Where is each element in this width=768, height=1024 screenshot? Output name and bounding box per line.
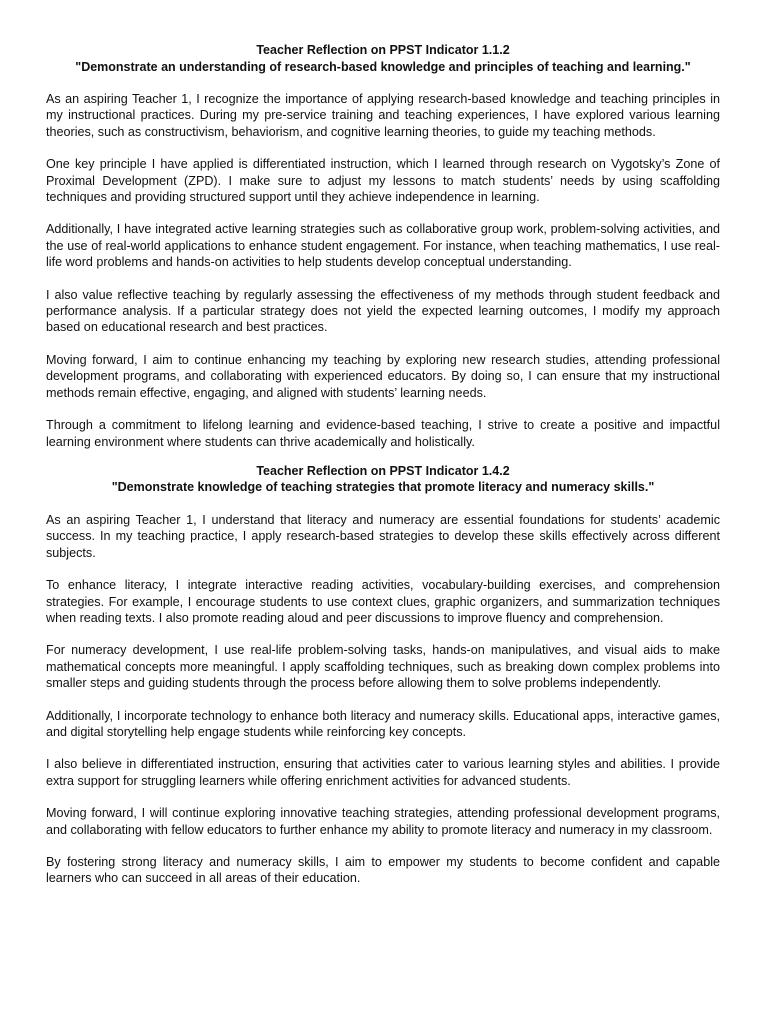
reflection-title: Teacher Reflection on PPST Indicator 1.4.2 (256, 463, 510, 478)
paragraph: For numeracy development, I use real-life problem-solving tasks, hands-on manipulatives, and visual aids to make mathematical concepts more meaningful. I apply scaffolding techniques, such as breaking down complex problems into smaller steps and guiding students through the process before allowing them to solve problems independently. (46, 643, 720, 691)
reflection-section-1 (46, 42, 720, 450)
paragraph: By fostering strong literacy and numeracy skills, I aim to empower my students to become confident and capable learners who can succeed in all areas of their education. (46, 855, 720, 886)
paragraph: Moving forward, I will continue exploring innovative teaching strategies, attending professional development programs, and collaborating with fellow educators to further enhance my ability to promote literacy and numeracy in my classroom. (46, 806, 720, 837)
paragraph: As an aspiring Teacher 1, I understand that literacy and numeracy are essential foundations for students’ academic success. In my teaching practice, I apply research-based strategies to develop these skills effectively across different subjects. (46, 512, 720, 560)
paragraph: Additionally, I incorporate technology to enhance both literacy and numeracy skills. Educational apps, interactive games, and digital storytelling help engage students while reinforcing key concepts. (46, 708, 720, 739)
reflection-section-2 (46, 463, 720, 887)
paragraph: As an aspiring Teacher 1, I recognize the importance of applying research-based knowledge and teaching principles in my instructional practices. During my pre-service training and teaching experiences, I have explored various learning theories, such as constructivism, behaviorism, and cognitive learning theories, to guide my teaching methods. (46, 92, 720, 139)
paragraph: One key principle I have applied is differentiated instruction, which I learned through research on Vygotsky’s Zone of Proximal Development (ZPD). I make sure to adjust my lessons to match students’ needs by using scaffolding techniques and providing structured support until they achieve independence in learning. (46, 157, 720, 205)
paragraph: Moving forward, I aim to continue enhancing my teaching by exploring new research studies, attending professional development programs, and collaborating with experienced educators. By doing so, I can ensure that my instructional methods remain effective, engaging, and aligned with students’ learning needs. (46, 352, 720, 400)
document-page (46, 42, 720, 903)
indicator-statement: "Demonstrate an understanding of research-based knowledge and principles of teaching and learning." (75, 59, 691, 74)
indicator-statement: "Demonstrate knowledge of teaching strategies that promote literacy and numeracy skills." (111, 480, 655, 495)
reflection-title: Teacher Reflection on PPST Indicator 1.1.2 (256, 43, 510, 57)
paragraph: Through a commitment to lifelong learning and evidence-based teaching, I strive to create a positive and impactful learning environment where students can thrive academically and holistically. (46, 418, 720, 449)
paragraph: To enhance literacy, I integrate interactive reading activities, vocabulary-building exercises, and comprehension strategies. For example, I encourage students to use context clues, graphic organizers, and summarization techniques when reading texts. I also promote reading aloud and peer discussions to improve fluency and comprehension. (46, 578, 720, 625)
paragraph: I also believe in differentiated instruction, ensuring that activities cater to various learning styles and abilities. I provide extra support for struggling learners while offering enrichment activities for advanced students. (46, 757, 720, 788)
paragraph: Additionally, I have integrated active learning strategies such as collaborative group work, problem-solving activities, and the use of real-world applications to enhance student engagement. For instance, when teaching mathematics, I use real-life word problems and hands-on activities to help students develop conceptual understanding. (46, 222, 720, 270)
paragraph: I also value reflective teaching by regularly assessing the effectiveness of my methods through student feedback and performance analysis. If a particular strategy does not yield the expected learning outcomes, I modify my approach based on educational research and best practices. (46, 287, 720, 335)
